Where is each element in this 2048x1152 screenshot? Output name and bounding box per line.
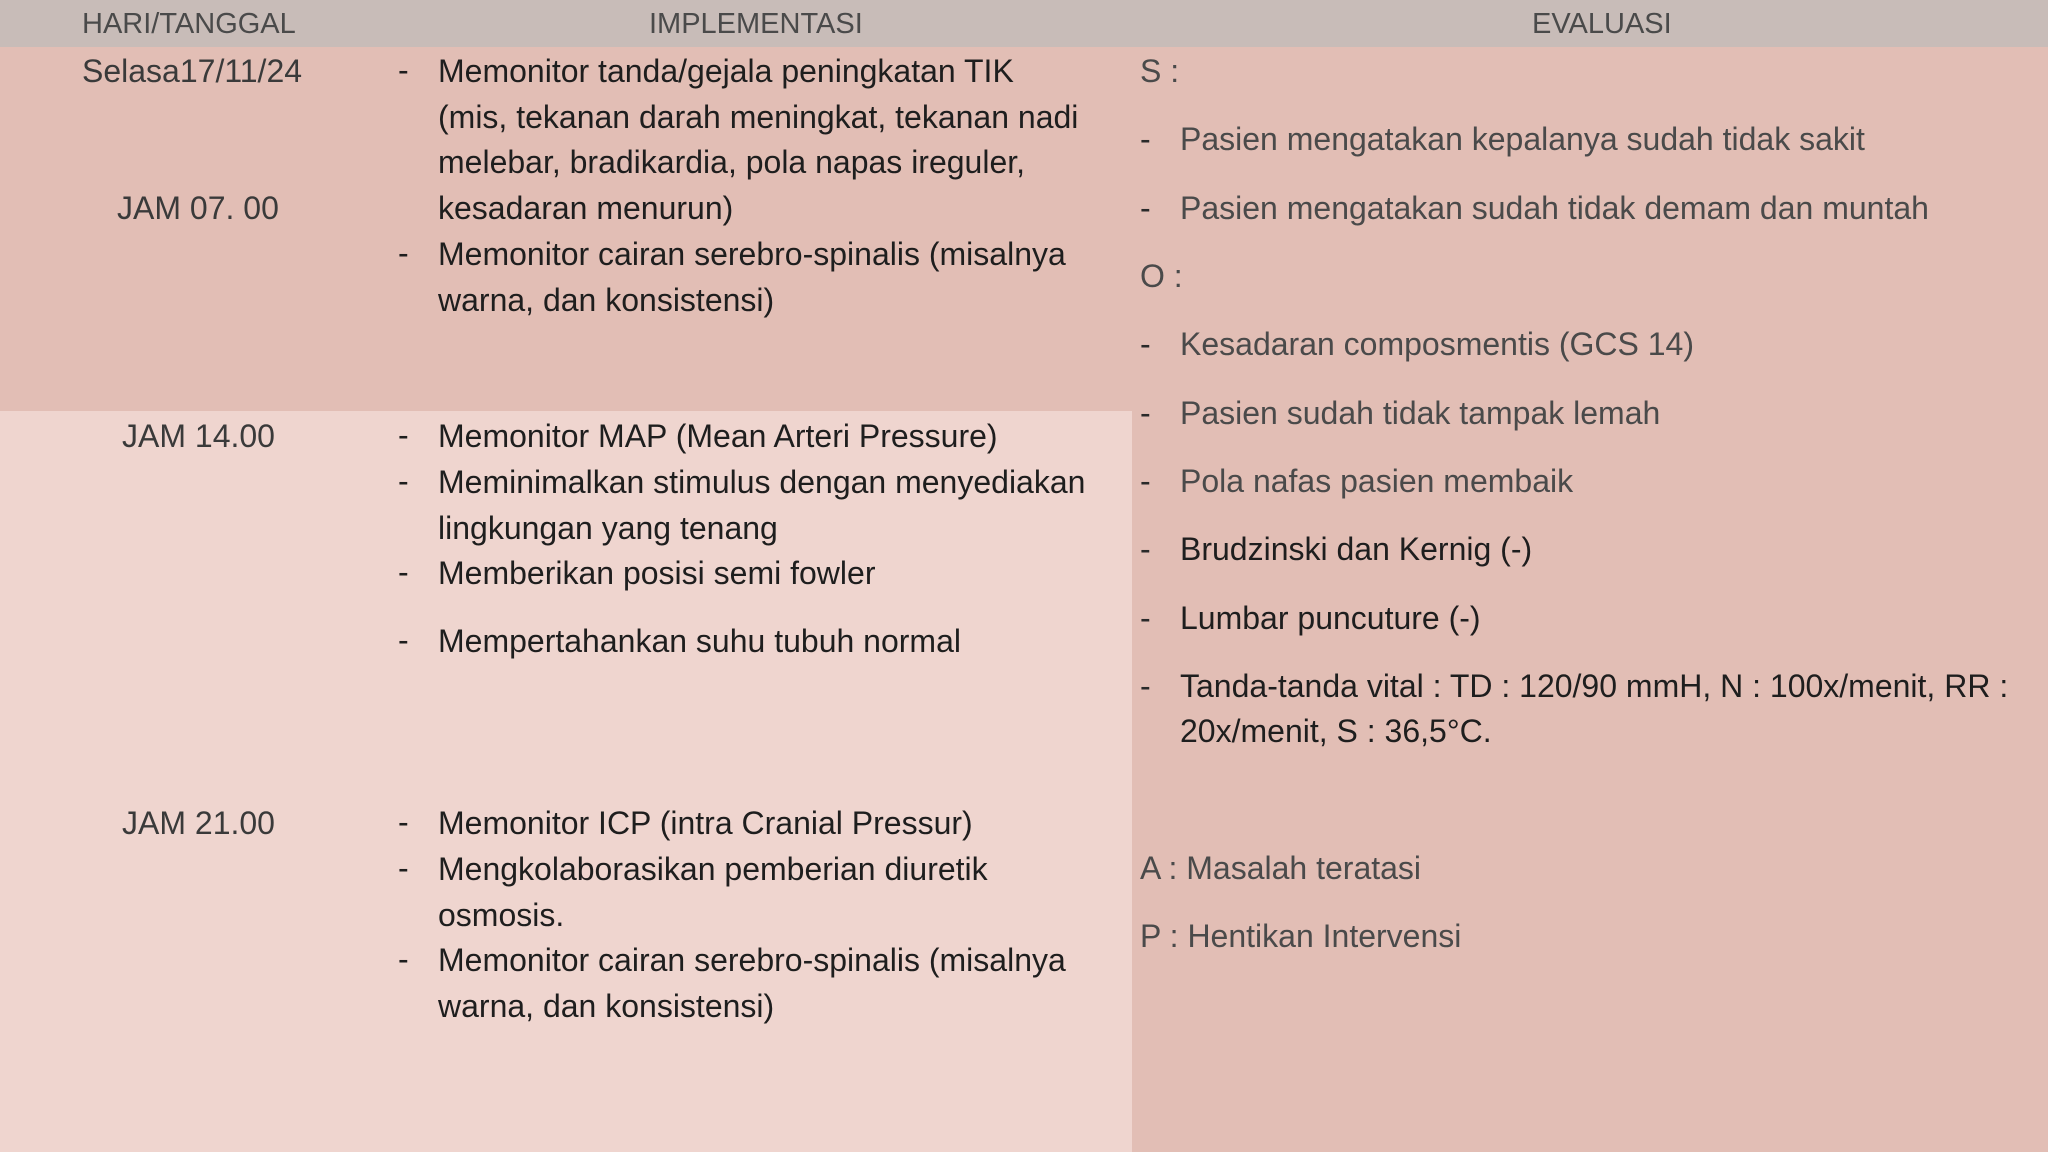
eval-vital-line: 20x/menit, S : 36,5°C. xyxy=(1180,713,1492,749)
impl-line: Mengkolaborasikan pemberian diuretik xyxy=(438,851,988,887)
eval-dash: - xyxy=(1140,600,1151,636)
impl-line: warna, dan konsistensi) xyxy=(438,987,775,1024)
impl-line: lingkungan yang tenang xyxy=(438,509,778,546)
impl-line: Memonitor cairan serebro-spinalis (misalnya xyxy=(438,942,1066,978)
eval-dash: - xyxy=(1140,121,1151,157)
impl-dash: - xyxy=(398,804,409,840)
eval-plan: P : Hentikan Intervensi xyxy=(1140,918,1462,954)
impl-line: Meminimalkan stimulus dengan menyediakan xyxy=(438,464,1086,500)
impl-dash: - xyxy=(398,622,409,658)
impl-line: Memberikan posisi semi fowler xyxy=(438,555,876,591)
eval-s-item: Pasien mengatakan sudah tidak demam dan muntah xyxy=(1180,190,1929,226)
jam-14-label: JAM 14.00 xyxy=(122,418,275,454)
impl-line: Memonitor ICP (intra Cranial Pressur) xyxy=(438,805,973,841)
impl-line: melebar, bradikardia, pola napas ireguler, xyxy=(438,144,1026,181)
impl-line: Mempertahankan suhu tubuh normal xyxy=(438,623,961,659)
eval-o-item: Lumbar puncuture (-) xyxy=(1180,600,1481,636)
impl-item xyxy=(438,847,988,938)
impl-line: osmosis. xyxy=(438,896,565,933)
header-evaluasi: EVALUASI xyxy=(1532,8,1672,40)
eval-assessment: A : Masalah teratasi xyxy=(1140,850,1422,886)
impl-item xyxy=(438,460,1085,551)
table-header xyxy=(0,0,2048,47)
eval-dash: - xyxy=(1140,668,1151,704)
eval-dash: - xyxy=(1140,463,1151,499)
eval-o-item: Pola nafas pasien membaik xyxy=(1180,463,1574,499)
jam-21-label: JAM 21.00 xyxy=(122,805,275,841)
eval-o-item: Pasien sudah tidak tampak lemah xyxy=(1180,395,1661,431)
impl-line: kesadaran menurun) xyxy=(438,189,734,226)
header-day: HARI/TANGGAL xyxy=(82,8,296,40)
eval-o-item: Brudzinski dan Kernig (-) xyxy=(1180,531,1533,567)
impl-dash: - xyxy=(398,941,409,977)
impl-line: Memonitor tanda/gejala peningkatan TIK xyxy=(438,53,1014,89)
impl-item xyxy=(438,619,961,665)
impl-item xyxy=(438,232,1066,323)
eval-vital-line: Tanda-tanda vital : TD : 120/90 mmH, N : 100x/menit, RR : xyxy=(1180,668,2009,704)
eval-dash: - xyxy=(1140,531,1151,567)
impl-item xyxy=(438,551,875,597)
eval-vital-signs xyxy=(1180,664,2008,754)
eval-o-label: O : xyxy=(1140,258,1183,294)
jam-07-label: JAM 07. 00 xyxy=(117,190,279,226)
eval-dash: - xyxy=(1140,326,1151,362)
impl-line: warna, dan konsistensi) xyxy=(438,281,775,318)
date-label: Selasa17/11/24 xyxy=(82,53,303,89)
impl-item xyxy=(438,938,1066,1029)
impl-dash: - xyxy=(398,235,409,271)
eval-dash: - xyxy=(1140,395,1151,431)
impl-line: Memonitor MAP (Mean Arteri Pressure) xyxy=(438,418,998,454)
impl-item xyxy=(438,801,973,847)
impl-line: Memonitor cairan serebro-spinalis (misalnya xyxy=(438,236,1066,272)
header-implementasi: IMPLEMENTASI xyxy=(649,8,863,40)
impl-dash: - xyxy=(398,463,409,499)
impl-item xyxy=(438,49,1078,231)
impl-item xyxy=(438,414,998,460)
impl-dash: - xyxy=(398,850,409,886)
eval-o-item: Kesadaran composmentis (GCS 14) xyxy=(1180,326,1694,362)
impl-dash: - xyxy=(398,417,409,453)
impl-dash: - xyxy=(398,52,409,88)
eval-dash: - xyxy=(1140,190,1151,226)
eval-s-label: S : xyxy=(1140,53,1180,89)
impl-dash: - xyxy=(398,554,409,590)
impl-line: (mis, tekanan darah meningkat, tekanan nadi xyxy=(438,98,1079,135)
eval-s-item: Pasien mengatakan kepalanya sudah tidak sakit xyxy=(1180,121,1865,157)
